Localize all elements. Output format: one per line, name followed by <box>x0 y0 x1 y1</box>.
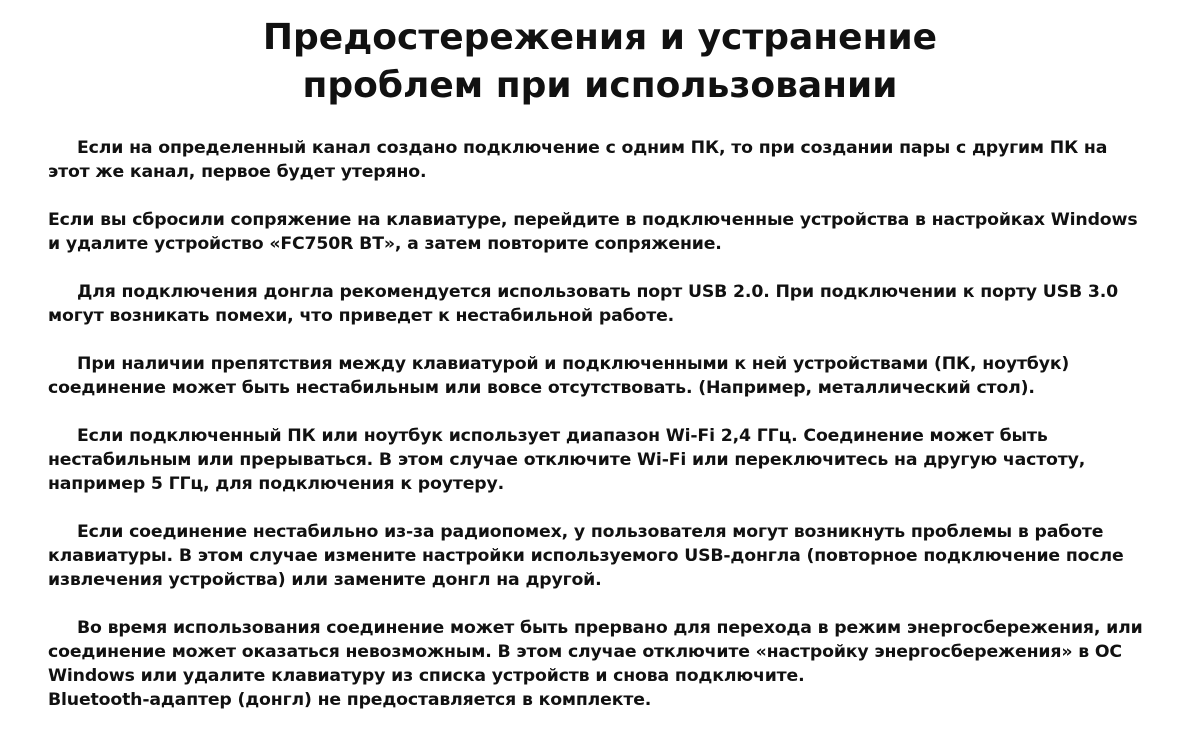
paragraph-line: Если вы сбросили сопряжение на клавиатуре, перейдите в подключенные устройства в настройках Windows <box>48 210 1138 230</box>
paragraph-line: Если на определенный канал создано подключение с одним ПК, то при создании пары с другим ПК на <box>77 138 1108 158</box>
title-line-1: Предостережения и устранение <box>262 17 938 58</box>
paragraph-line: При наличии препятствия между клавиатурой и подключенными к ней устройствами (ПК, ноутбук) <box>77 354 1070 374</box>
paragraph-line: этот же канал, первое будет утеряно. <box>48 162 427 182</box>
paragraph-line: Если соединение нестабильно из-за радиопомех, у пользователя могут возникнуть проблемы в работе <box>77 522 1104 542</box>
paragraph-line: соединение может оказаться невозможным. В этом случае отключите «настройку энергосбережения» в ОС <box>48 642 1122 662</box>
paragraph-line: извлечения устройства) или замените донгл на другой. <box>48 570 602 590</box>
paragraph-channel-pairing <box>48 136 1188 184</box>
paragraph-line: соединение может быть нестабильным или вовсе отсутствовать. (Например, металлический стол). <box>48 378 1035 398</box>
instructions-body <box>48 136 1188 736</box>
paragraph-power-saving <box>48 616 1188 712</box>
paragraph-line: например 5 ГГц, для подключения к роутеру. <box>48 474 505 494</box>
paragraph-line: Во время использования соединение может быть прервано для перехода в режим энергосбережения, или <box>77 618 1143 638</box>
page-title <box>0 14 1200 110</box>
paragraph-radio-interference <box>48 520 1188 592</box>
paragraph-line: Для подключения донгла рекомендуется использовать порт USB 2.0. При подключении к порту USB 3.0 <box>77 282 1119 302</box>
paragraph-obstacles <box>48 352 1188 400</box>
paragraph-line: могут возникать помехи, что приведет к нестабильной работе. <box>48 306 675 326</box>
paragraph-line: нестабильным или прерываться. В этом случае отключите Wi-Fi или переключитесь на другую частоту, <box>48 450 1086 470</box>
paragraph-line: и удалите устройство «FC750R BT», а затем повторите сопряжение. <box>48 234 722 254</box>
paragraph-line: Windows или удалите клавиатуру из списка устройств и снова подключите. <box>48 666 805 686</box>
paragraph-reset-pairing <box>48 208 1188 256</box>
paragraph-line: клавиатуры. В этом случае измените настройки используемого USB-донгла (повторное подключение после <box>48 546 1124 566</box>
paragraph-wifi <box>48 424 1188 496</box>
paragraph-line: Если подключенный ПК или ноутбук использует диапазон Wi-Fi 2,4 ГГц. Соединение может быть <box>77 426 1048 446</box>
paragraph-line: Bluetooth-адаптер (донгл) не предоставляется в комплекте. <box>48 690 652 710</box>
paragraph-usb-port <box>48 280 1188 328</box>
title-line-2: проблем при использовании <box>302 65 898 106</box>
